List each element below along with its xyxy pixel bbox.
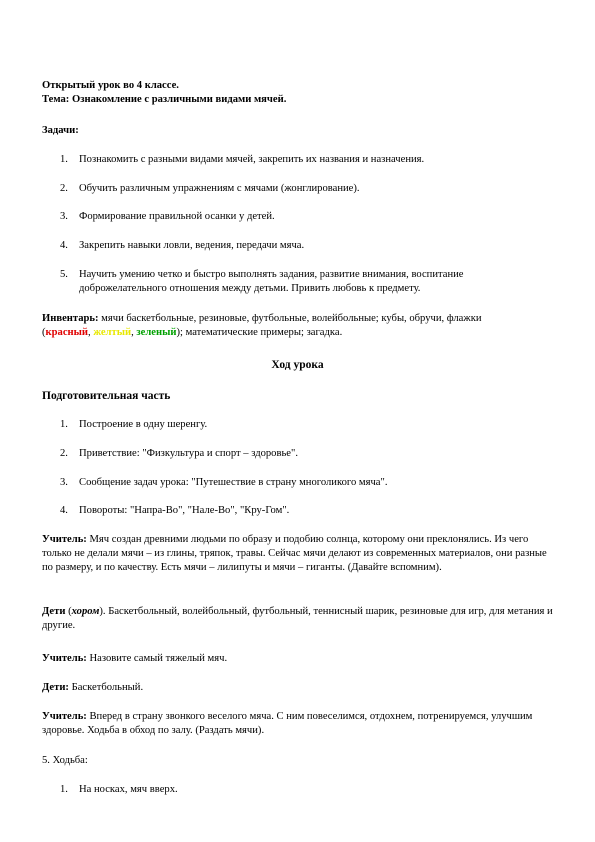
list-text: Сообщение задач урока: "Путешествие в страну многоликого мяча". (79, 477, 388, 488)
list-text: Приветствие: "Физкультура и спорт – здоровье". (79, 448, 298, 459)
inventory-tail: ); математические примеры; загадка. (176, 327, 343, 338)
speaker-text: ). Баскетбольный, волейбольный, футбольный, теннисный шарик, резиновые для игр, для метания и другие. (42, 606, 553, 631)
flag-yellow-label: желтый (93, 327, 132, 338)
inventory-sep: , (131, 327, 137, 338)
list-number: 4. (60, 505, 68, 516)
inventory-text: мячи баскетбольные, резиновые, футбольные, волейбольные; кубы, обручи, флажки (98, 313, 482, 324)
speaker-text: Назовите самый тяжелый мяч. (86, 653, 228, 664)
speaker-label: Учитель: (42, 711, 87, 722)
list-number: 1. (60, 154, 68, 165)
lesson-class-line: Открытый урок во 4 классе. (42, 80, 179, 91)
list-text: Закрепить навыки ловли, ведения, передачи мяча. (79, 240, 305, 251)
list-text: Научить умению четко и быстро выполнять задания, развитие внимания, воспитание доброжелательного отношения между детьми. Привить любовь к предмету. (79, 269, 464, 294)
inventory-label: Инвентарь: (42, 313, 99, 324)
list-number: 4. (60, 240, 68, 251)
tasks-title: Задачи: (42, 125, 79, 136)
list-number: 3. (60, 211, 68, 222)
speaker-label: Дети: (42, 682, 69, 693)
flag-green-label: зеленый (136, 327, 177, 338)
teacher-paragraph (42, 533, 557, 575)
inventory-sep: , (88, 327, 94, 338)
children-paragraph (42, 681, 557, 695)
list-number: 3. (60, 477, 68, 488)
teacher-paragraph (42, 652, 557, 666)
list-text: На носках, мяч вверх. (79, 784, 178, 795)
list-number: 1. (60, 419, 68, 430)
flag-red-label: красный (45, 327, 89, 338)
list-number: 5. (60, 269, 68, 280)
speaker-text: Мяч создан древними людьми по образу и подобию солнца, которому они преклонялись. Из чего только не делали мячи – из глины, тряпок, травы. Сейчас мячи делают из современных материалов, они разные по размеру, и по качеству. Есть мячи – лилипуты и мячи – гиганты. (Давайте вспомним). (42, 534, 547, 573)
speaker-text: Баскетбольный. (68, 682, 144, 693)
speaker-text: ( (65, 606, 72, 617)
list-number: 1. (60, 784, 68, 795)
list-number: 2. (60, 183, 68, 194)
list-text: Повороты: "Напра-Во", "Нале-Во", "Кру-Гом". (79, 505, 290, 516)
preparatory-part-title: Подготовительная часть (42, 390, 171, 402)
walking-title: 5. Ходьба: (42, 755, 88, 766)
list-text: Построение в одну шеренгу. (79, 419, 208, 430)
list-text: Познакомить с разными видами мячей, закрепить их названия и назначения. (79, 154, 425, 165)
lesson-topic-line: Тема: Ознакомление с различными видами мячей. (42, 94, 287, 105)
inventory-paragraph (42, 312, 557, 340)
speaker-emphasis: хором (71, 606, 100, 617)
lesson-progress-title: Ход урока (271, 359, 324, 371)
inventory-paren-open: ( (42, 327, 46, 338)
list-number: 2. (60, 448, 68, 459)
list-text: Обучить различным упражнениям с мячами (жонглирование). (79, 183, 360, 194)
speaker-text: Вперед в страну звонкого веселого мяча. С ним повеселимся, отдохнем, потренируемся, улучшим здоровье. Ходьба в обход по залу. (Раздать мячи). (42, 711, 533, 736)
children-paragraph (42, 605, 557, 633)
speaker-label: Дети (42, 606, 66, 617)
list-text: Формирование правильной осанки у детей. (79, 211, 275, 222)
speaker-label: Учитель: (42, 534, 87, 545)
teacher-paragraph (42, 710, 557, 738)
speaker-label: Учитель: (42, 653, 87, 664)
